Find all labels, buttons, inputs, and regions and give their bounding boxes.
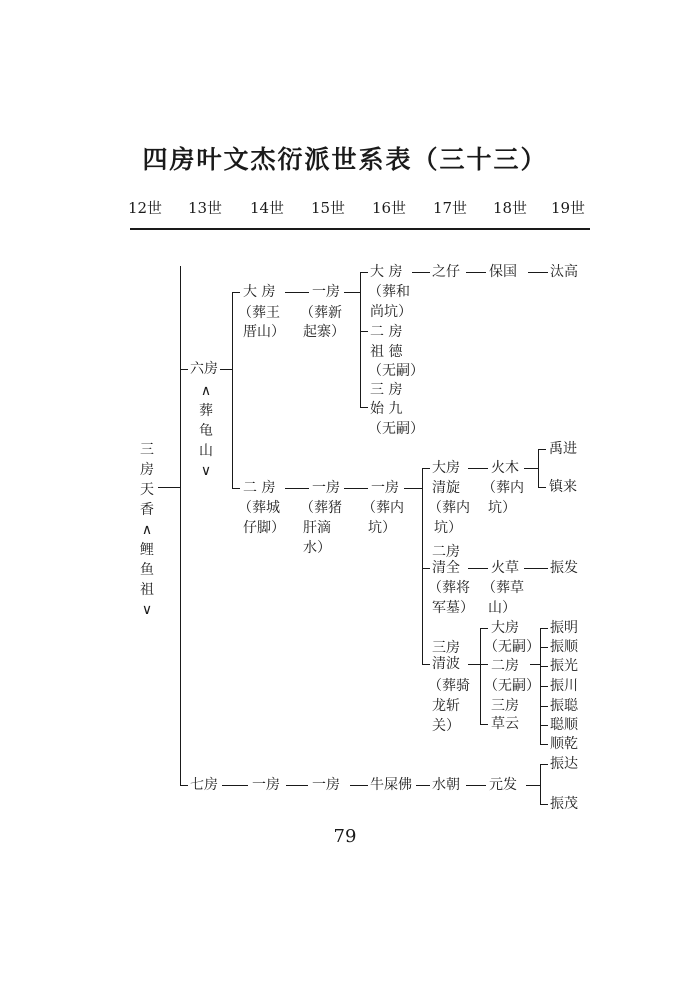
connector xyxy=(412,272,430,273)
connector xyxy=(540,686,548,687)
node-a14-l3: 厝山） xyxy=(243,324,285,340)
connector xyxy=(540,804,548,805)
connector xyxy=(524,568,548,569)
gen-14: 14世 xyxy=(249,199,285,217)
node-c3-l2: 清波 xyxy=(432,656,460,672)
connector xyxy=(344,292,360,293)
connector xyxy=(222,785,248,786)
root-node: 三房天香∧鲤鱼祖∨ xyxy=(140,442,154,618)
connector xyxy=(286,785,308,786)
node-six-house: 六房 xyxy=(190,361,218,377)
node-a14-l2: （葬王 xyxy=(238,305,280,321)
node-c1-s-l3: 坑） xyxy=(488,500,516,516)
connector xyxy=(232,488,240,489)
node-c1-g2: 镇来 xyxy=(549,479,577,495)
node-b15-l2: （葬猪 xyxy=(300,500,342,516)
node-a15-l3: 起寨） xyxy=(303,324,345,340)
node-a17: 之仔 xyxy=(432,264,460,280)
connector xyxy=(480,628,488,629)
node-c17: 水朝 xyxy=(432,777,460,793)
connector xyxy=(530,664,540,665)
connector xyxy=(524,468,538,469)
node-c3-g3: 振川 xyxy=(550,678,578,694)
node-a19: 汰高 xyxy=(550,264,578,280)
connector xyxy=(232,292,240,293)
node-c2-l1: 二房 xyxy=(432,544,460,560)
node-a15-l1: 一房 xyxy=(312,284,340,300)
connector xyxy=(480,664,488,665)
gen-13: 13世 xyxy=(187,199,223,217)
node-c3-s4: 三房 xyxy=(491,698,519,714)
connector xyxy=(468,468,488,469)
connector xyxy=(540,764,548,765)
connector xyxy=(416,785,430,786)
gen-17: 17世 xyxy=(432,199,468,217)
node-c16: 牛屎佛 xyxy=(370,777,412,793)
node-b16-l1: 一房 xyxy=(371,480,399,496)
connector xyxy=(220,369,232,370)
connector xyxy=(360,331,368,332)
node-c1-l4: 坑） xyxy=(434,520,462,536)
node-c3-l4: 龙斩 xyxy=(432,698,460,714)
node-a16-6: 三 房 xyxy=(370,382,403,398)
node-b14-l1: 二 房 xyxy=(243,480,276,496)
connector xyxy=(538,449,539,487)
page-number: 79 xyxy=(333,826,357,847)
node-b15-l4: 水） xyxy=(303,540,331,556)
node-c2-s-l1: 火草 xyxy=(491,560,519,576)
node-b14-l3: 仔脚） xyxy=(243,520,285,536)
node-c2-s-l2: （葬草 xyxy=(482,580,524,596)
connector xyxy=(526,785,540,786)
node-c3-s3: （无嗣） xyxy=(484,678,540,694)
node-c3-g4: 振聪 xyxy=(550,698,578,714)
node-a16-2: 尚坑） xyxy=(370,304,412,320)
connector xyxy=(158,487,180,488)
node-c3-s2: 二房 xyxy=(491,658,519,674)
connector xyxy=(540,764,541,804)
node-c3-g0: 振明 xyxy=(550,620,578,636)
connector xyxy=(540,725,548,726)
node-c3-s1: （无嗣） xyxy=(484,639,540,655)
node-b15-l3: 肝滴 xyxy=(303,520,331,536)
node-c3-s0: 大房 xyxy=(491,620,519,636)
node-c3-g1: 振顺 xyxy=(550,639,578,655)
gen-18: 18世 xyxy=(492,199,528,217)
node-six-house-note: ∧葬龟山∨ xyxy=(199,383,213,479)
connector xyxy=(422,664,430,665)
connector xyxy=(360,272,361,407)
connector xyxy=(468,568,488,569)
connector xyxy=(180,266,181,786)
node-c2-l2: 清全 xyxy=(432,560,460,576)
header-rule xyxy=(130,228,590,230)
connector xyxy=(540,666,548,667)
connector xyxy=(468,664,480,665)
node-c1-l2: 清旋 xyxy=(432,480,460,496)
node-c1-g1: 禹进 xyxy=(549,441,577,457)
connector xyxy=(360,272,368,273)
node-c3-s5: 草云 xyxy=(491,716,519,732)
connector xyxy=(422,568,430,569)
node-b16-l2: （葬内 xyxy=(362,500,404,516)
node-c1-l3: （葬内 xyxy=(428,500,470,516)
connector xyxy=(480,628,481,724)
node-a14-l1: 大 房 xyxy=(243,284,276,300)
node-b15-l1: 一房 xyxy=(312,480,340,496)
node-c3-g5: 聪顺 xyxy=(550,717,578,733)
connector xyxy=(538,487,546,488)
node-c2-l4: 军墓） xyxy=(432,600,474,616)
node-a16-0: 大 房 xyxy=(370,264,403,280)
node-a16-1: （葬和 xyxy=(368,284,410,300)
connector xyxy=(232,292,233,488)
connector xyxy=(480,724,488,725)
node-c18: 元发 xyxy=(489,777,517,793)
connector xyxy=(466,272,486,273)
gen-16: 16世 xyxy=(371,199,407,217)
node-a16-4: 祖 德 xyxy=(370,344,403,360)
connector xyxy=(344,488,368,489)
connector xyxy=(538,449,546,450)
connector xyxy=(540,744,548,745)
node-c3-l1: 三房 xyxy=(432,640,460,656)
connector xyxy=(350,785,368,786)
connector xyxy=(540,706,548,707)
node-a16-3: 二 房 xyxy=(370,324,403,340)
node-c1-s-l1: 火木 xyxy=(491,460,519,476)
node-seven-house: 七房 xyxy=(190,777,218,793)
connector xyxy=(404,488,422,489)
connector xyxy=(528,272,548,273)
connector xyxy=(422,468,423,664)
connector xyxy=(180,785,188,786)
gen-12: 12世 xyxy=(127,199,163,217)
node-c2-s-l3: 山） xyxy=(488,600,516,616)
connector xyxy=(285,488,309,489)
node-c14: 一房 xyxy=(252,777,280,793)
node-a16-5: （无嗣） xyxy=(368,363,424,379)
connector xyxy=(466,785,486,786)
node-b16-l3: 坑） xyxy=(368,520,396,536)
node-a18: 保国 xyxy=(489,264,517,280)
node-c1-l1: 大房 xyxy=(432,460,460,476)
connector xyxy=(540,647,548,648)
node-c15: 一房 xyxy=(312,777,340,793)
node-c3-g2: 振光 xyxy=(550,658,578,674)
node-a16-8: （无嗣） xyxy=(368,421,424,437)
node-b14-l2: （葬城 xyxy=(238,500,280,516)
node-c2-l3: （葬将 xyxy=(428,580,470,596)
node-c-g2: 振茂 xyxy=(550,796,578,812)
connector xyxy=(360,407,368,408)
node-a16-7: 始 九 xyxy=(370,401,403,417)
node-c3-l3: （葬骑 xyxy=(428,678,470,694)
node-c-g1: 振达 xyxy=(550,756,578,772)
page-title: 四房叶文杰衍派世系表（三十三） xyxy=(142,145,548,174)
gen-15: 15世 xyxy=(310,199,346,217)
node-c1-s-l2: （葬内 xyxy=(482,480,524,496)
node-c3-l5: 关） xyxy=(432,718,460,734)
node-c3-g6: 顺乾 xyxy=(550,736,578,752)
node-c2-g1: 振发 xyxy=(550,560,578,576)
connector xyxy=(285,292,309,293)
node-a15-l2: （葬新 xyxy=(300,305,342,321)
connector xyxy=(180,369,188,370)
connector xyxy=(540,628,548,629)
connector xyxy=(422,468,430,469)
gen-19: 19世 xyxy=(550,199,586,217)
